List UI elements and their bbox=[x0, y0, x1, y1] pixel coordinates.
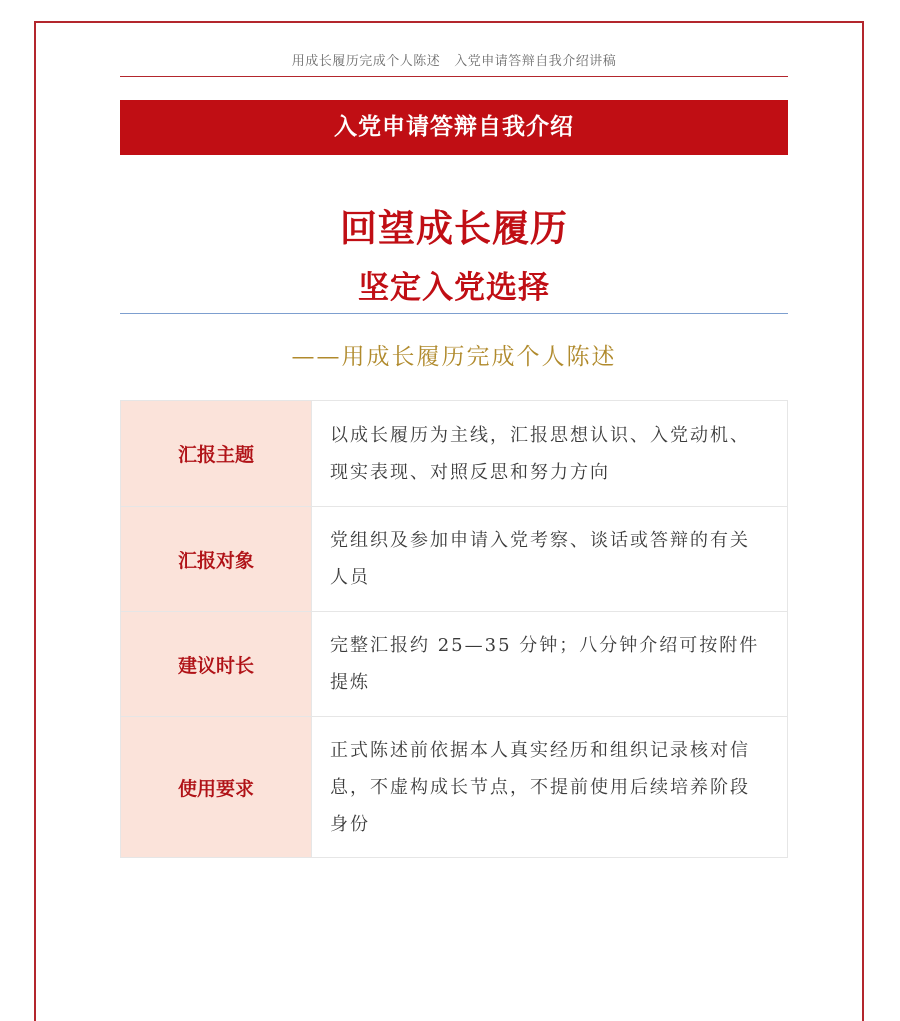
main-title: 回望成长履历 bbox=[340, 207, 568, 250]
running-header bbox=[120, 50, 788, 69]
row-value bbox=[312, 507, 788, 612]
table-row bbox=[121, 401, 788, 507]
running-header-left: 用成长履历完成个人陈述 bbox=[291, 54, 441, 69]
row-value bbox=[312, 612, 788, 717]
row-label: 汇报对象 bbox=[121, 507, 312, 612]
table-row bbox=[121, 717, 788, 858]
main-subtitle: 坚定入党选择 bbox=[358, 270, 550, 306]
title-banner: 入党申请答辩自我介绍 bbox=[120, 100, 788, 155]
title-divider bbox=[120, 313, 788, 314]
row-value-line: 党组织及参加申请入党考察、谈话或答辩的有关 bbox=[330, 530, 750, 551]
row-value bbox=[312, 717, 788, 858]
tagline: ——用成长履历完成个人陈述 bbox=[291, 344, 617, 370]
table-row bbox=[121, 507, 788, 612]
row-value-line: 提炼 bbox=[330, 672, 370, 693]
header-divider bbox=[120, 76, 788, 77]
row-value-line: 身份 bbox=[330, 813, 370, 835]
running-header-right: 入党申请答辩自我介绍讲稿 bbox=[454, 54, 617, 69]
info-table bbox=[120, 400, 788, 858]
row-value-line: 正式陈述前依据本人真实经历和组织记录核对信 bbox=[330, 739, 750, 761]
row-value-line: 人员 bbox=[330, 567, 370, 588]
row-value-line: 以成长履历为主线，汇报思想认识、入党动机、 bbox=[330, 424, 750, 446]
row-value-line: 现实表现、对照反思和努力方向 bbox=[330, 461, 610, 483]
row-value-line: 完整汇报约 25—35 分钟；八分钟介绍可按附件 bbox=[330, 635, 760, 656]
table-row bbox=[121, 612, 788, 717]
row-label: 使用要求 bbox=[121, 717, 312, 858]
row-label: 汇报主题 bbox=[121, 401, 312, 507]
row-value bbox=[312, 401, 788, 507]
row-label: 建议时长 bbox=[121, 612, 312, 717]
row-value-line: 息，不虚构成长节点，不提前使用后续培养阶段 bbox=[330, 776, 750, 798]
